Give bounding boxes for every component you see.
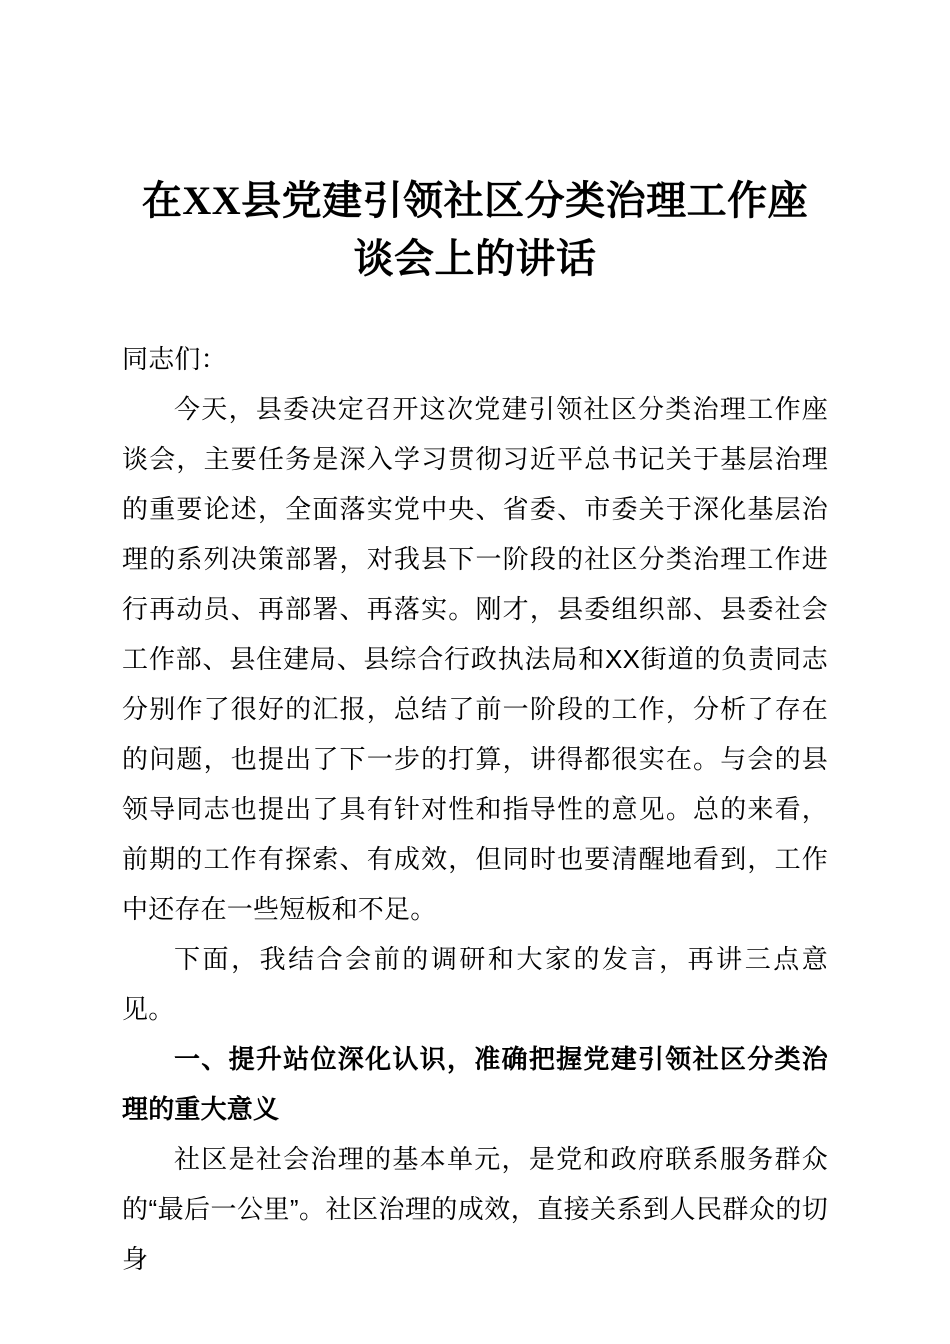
page-title-line-1: 在XX县党建引领社区分类治理工作座 xyxy=(141,178,809,223)
body-paragraph-transition: 下面，我结合会前的调研和大家的发言，再讲三点意见。 xyxy=(122,944,828,1024)
page-content-column xyxy=(122,0,828,1284)
page-title xyxy=(122,0,828,288)
section-heading-one: 一、提升站位深化认识，准确把握党建引领社区分类治理的重大意义 xyxy=(122,1044,828,1124)
salutation: 同志们： xyxy=(122,344,227,374)
body-paragraph-opening: 今天，县委决定召开这次党建引领社区分类治理工作座谈会，主要任务是深入学习贯彻习近平总书记关于基层治理的重要论述，全面落实党中央、省委、市委关于深化基层治理的系列决策部署，对我县下一阶段的社区分类治理工作进行再动员、再部署、再落实。刚才，县委组织部、县委社会工作部、县住建局、县综合行政执法局和XX街道的负责同志分别作了很好的汇报，总结了前一阶段的工作，分析了存在的问题，也提出了下一步的打算，讲得都很实在。与会的县领导同志也提出了具有针对性和指导性的意见。总的来看，前期的工作有探索、有成效，但同时也要清醒地看到，工作中还存在一些短板和不足。 xyxy=(122,394,828,924)
page-title-line-2: 谈会上的讲话 xyxy=(353,236,597,281)
body-paragraph-section-one: 社区是社会治理的基本单元，是党和政府联系服务群众的“最后一公里”。社区治理的成效，直接关系到人民群众的切身 xyxy=(122,1144,828,1274)
